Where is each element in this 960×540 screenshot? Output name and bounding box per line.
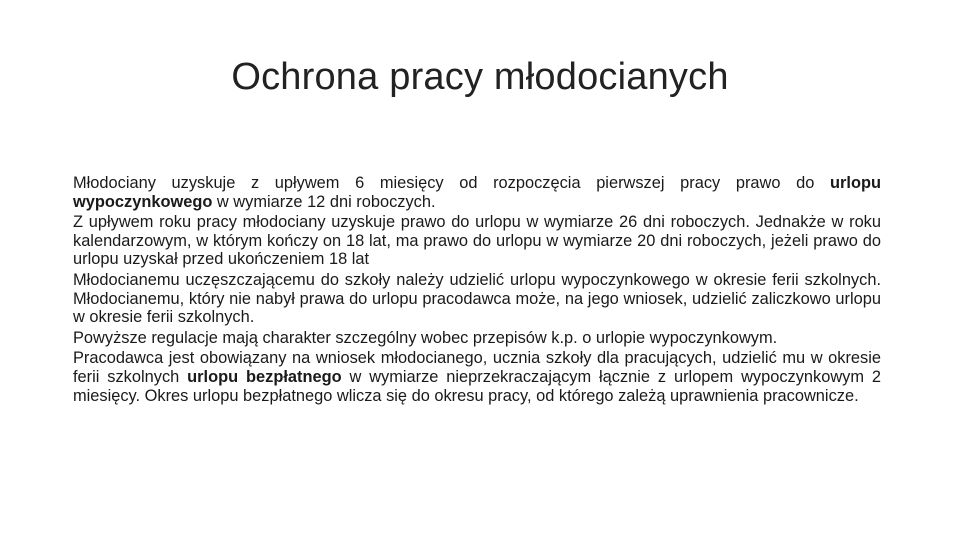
emphasis-urlopu-bezplatnego: urlopu bezpłatnego (187, 367, 342, 386)
slide-body (73, 174, 881, 407)
text-segment: Powyższe regulacje mają charakter szczególny wobec przepisów k.p. o urlopie wypoczynkowym. (73, 328, 778, 347)
text-segment: Młodociany uzyskuje z upływem 6 miesięcy od rozpoczęcia pierwszej pracy prawo do (73, 174, 831, 192)
text-segment: w wymiarze nieprzekraczającym łącznie z urlopem wypoczynkowym 2 miesięcy. Okres urlopu bezpłatnego wlicza się do okresu pracy, od którego zależą uprawnienia pracownicze. (73, 367, 882, 405)
emphasis-urlopu-wypoczynkowego: urlopu wypoczynkowego (73, 174, 881, 211)
text-segment: Z upływem roku pracy młodociany uzyskuje prawo do urlopu w wymiarze 26 dni roboczych. Jednakże w roku kalendarzowym, w którym kończy on 18 lat, ma prawo do urlopu w wymiarze 20 dni roboczych, jeżeli prawo do urlopu uzyskał przed ukończeniem 18 lat (73, 213, 881, 269)
paragraph-regulacje-szczegolne (73, 329, 881, 348)
text-segment: Młodocianemu uczęszczającemu do szkoły należy udzielić urlopu wypoczynkowego w okresie ferii szkolnych. Młodocianemu, który nie nabył prawa do urlopu pracodawca może, na jego wniosek, udzielić zaliczkowo urlopu w okresie ferii szkolnych. (73, 270, 881, 327)
slide-title: Ochrona pracy młodocianych (231, 56, 729, 98)
paragraph-ferie-szkolne (73, 271, 881, 327)
paragraph-wymiar-urlopu (73, 213, 881, 269)
paragraph-urlop-bezplatny (73, 349, 881, 405)
paragraph-urlop-wypoczynkowy (73, 174, 881, 211)
text-segment: Pracodawca jest obowiązany na wniosek młodocianego, ucznia szkoły dla pracujących, udzielić mu w okresie ferii szkolnych (73, 349, 881, 386)
text-segment: w wymiarze 12 dni roboczych. (212, 192, 436, 211)
